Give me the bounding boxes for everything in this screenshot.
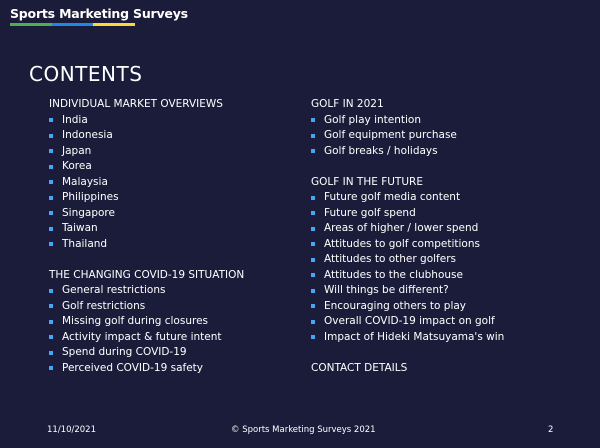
contents-item-future-golf-spend[interactable] [311,206,504,222]
contents-item-japan[interactable] [49,144,244,160]
bullet-icon [49,165,53,169]
contents-item-label: General restrictions [62,284,166,296]
section-heading-the-changing-covid-19-situation[interactable]: THE CHANGING COVID-19 SITUATION [49,268,245,281]
contents-item-label: India [62,113,88,126]
contents-item-future-golf-media-content[interactable] [311,190,504,206]
logo-color-bars [10,23,135,26]
contents-item-label: Attitudes to the clubhouse [324,268,463,281]
contents-item-label: Golf restrictions [62,299,146,312]
contents-item-label: Malaysia [62,175,108,188]
contents-item-general-restrictions[interactable] [49,283,244,299]
contents-item-philippines[interactable] [49,190,244,206]
contents-item-areas-of-higher-lower-spend[interactable] [311,221,504,237]
contents-item-activity-impact-future-intent[interactable] [49,330,244,346]
bullet-icon [311,134,315,138]
contents-item-spend-during-covid-19[interactable] [49,345,244,361]
bullet-icon [49,351,53,355]
contents-item-indonesia[interactable] [49,128,244,144]
contents-item-label: Golf play intention [324,113,421,126]
contents-item-golf-restrictions[interactable] [49,299,244,315]
contents-item-thailand[interactable] [49,237,244,253]
bullet-icon [311,258,315,262]
section-heading-individual-market-overviews[interactable]: INDIVIDUAL MARKET OVERVIEWS [49,98,223,110]
section-item-list [311,113,504,160]
contents-item-encouraging-others-to-play[interactable] [311,299,504,315]
bullet-icon [311,118,315,122]
bullet-icon [311,227,315,231]
bullet-icon [49,180,53,184]
bullet-icon [311,289,315,293]
contents-left-column [49,97,244,376]
contents-item-golf-play-intention[interactable] [311,113,504,129]
contents-item-missing-golf-during-closures[interactable] [49,314,244,330]
contents-item-label: Attitudes to other golfers [324,253,456,265]
contents-item-taiwan[interactable] [49,221,244,237]
section-spacer [49,252,244,268]
bullet-icon [49,366,53,370]
contents-item-label: Future golf media content [324,191,461,203]
logo-bar-green [10,23,52,26]
contents-item-label: Philippines [62,191,119,203]
bullet-icon [49,118,53,122]
contents-item-label: Golf equipment purchase [324,129,457,141]
bullet-icon [311,242,315,246]
contents-item-label: Perceived COVID-19 safety [62,361,203,374]
bullet-icon [311,320,315,324]
section-item-list [49,283,244,376]
contents-item-perceived-covid-19-safety[interactable] [49,361,244,377]
section-item-list [49,113,244,253]
logo-text: Sports Marketing Surveys [10,6,188,21]
contents-item-label: Activity impact & future intent [62,330,222,343]
bullet-icon [49,149,53,153]
contents-item-golf-equipment-purchase[interactable] [311,128,504,144]
company-logo [10,6,188,26]
contents-item-attitudes-to-other-golfers[interactable] [311,252,504,268]
contents-item-label: Indonesia [62,129,113,141]
contents-item-label: Encouraging others to play [324,299,467,312]
contents-item-impact-of-hideki-matsuyama-s-win[interactable] [311,330,504,346]
contents-item-label: Golf breaks / holidays [324,144,438,157]
contents-item-label: Attitudes to golf competitions [324,237,480,250]
contents-item-will-things-be-different[interactable] [311,283,504,299]
bullet-icon [49,196,53,200]
section-spacer [311,345,504,361]
bullet-icon [49,134,53,138]
bullet-icon [311,273,315,277]
bullet-icon [311,335,315,339]
contents-item-golf-breaks-holidays[interactable] [311,144,504,160]
contents-item-label: Will things be different? [324,284,449,296]
contents-item-label: Future golf spend [324,206,416,219]
contents-item-label: Areas of higher / lower spend [324,222,479,234]
contents-item-label: Thailand [62,237,108,250]
bullet-icon [49,289,53,293]
contents-item-attitudes-to-golf-competitions[interactable] [311,237,504,253]
section-heading-contact-details[interactable]: CONTACT DETAILS [311,361,408,374]
section-spacer [311,159,504,175]
contents-item-malaysia[interactable] [49,175,244,191]
contents-item-label: Taiwan [62,222,98,234]
section-heading-golf-in-the-future[interactable]: GOLF IN THE FUTURE [311,175,423,188]
bullet-icon [49,227,53,231]
bullet-icon [311,304,315,308]
bullet-icon [311,149,315,153]
bullet-icon [49,304,53,308]
logo-bar-blue [52,23,94,26]
footer-date: 11/10/2021 [47,425,96,435]
contents-item-label: Impact of Hideki Matsuyama's win [324,330,505,343]
contents-item-label: Korea [62,160,92,172]
contents-item-label: Japan [62,144,92,157]
footer-page-number: 2 [548,425,554,435]
bullet-icon [49,335,53,339]
contents-right-column [311,97,504,376]
contents-item-singapore[interactable] [49,206,244,222]
bullet-icon [311,196,315,200]
bullet-icon [311,211,315,215]
bullet-icon [49,242,53,246]
contents-item-label: Overall COVID-19 impact on golf [324,315,495,327]
section-item-list [311,190,504,345]
logo-bar-yellow [93,23,135,26]
contents-item-overall-covid-19-impact-on-golf[interactable] [311,314,504,330]
section-heading-golf-in-2021[interactable]: GOLF IN 2021 [311,98,384,110]
contents-item-india[interactable] [49,113,244,129]
contents-item-label: Spend during COVID-19 [62,346,187,358]
bullet-icon [49,211,53,215]
contents-item-label: Singapore [62,206,115,219]
page-title: CONTENTS [29,62,143,86]
footer-copyright: © Sports Marketing Surveys 2021 [231,425,376,435]
contents-item-label: Missing golf during closures [62,315,209,327]
bullet-icon [49,320,53,324]
contents-item-korea[interactable] [49,159,244,175]
contents-item-attitudes-to-the-clubhouse[interactable] [311,268,504,284]
